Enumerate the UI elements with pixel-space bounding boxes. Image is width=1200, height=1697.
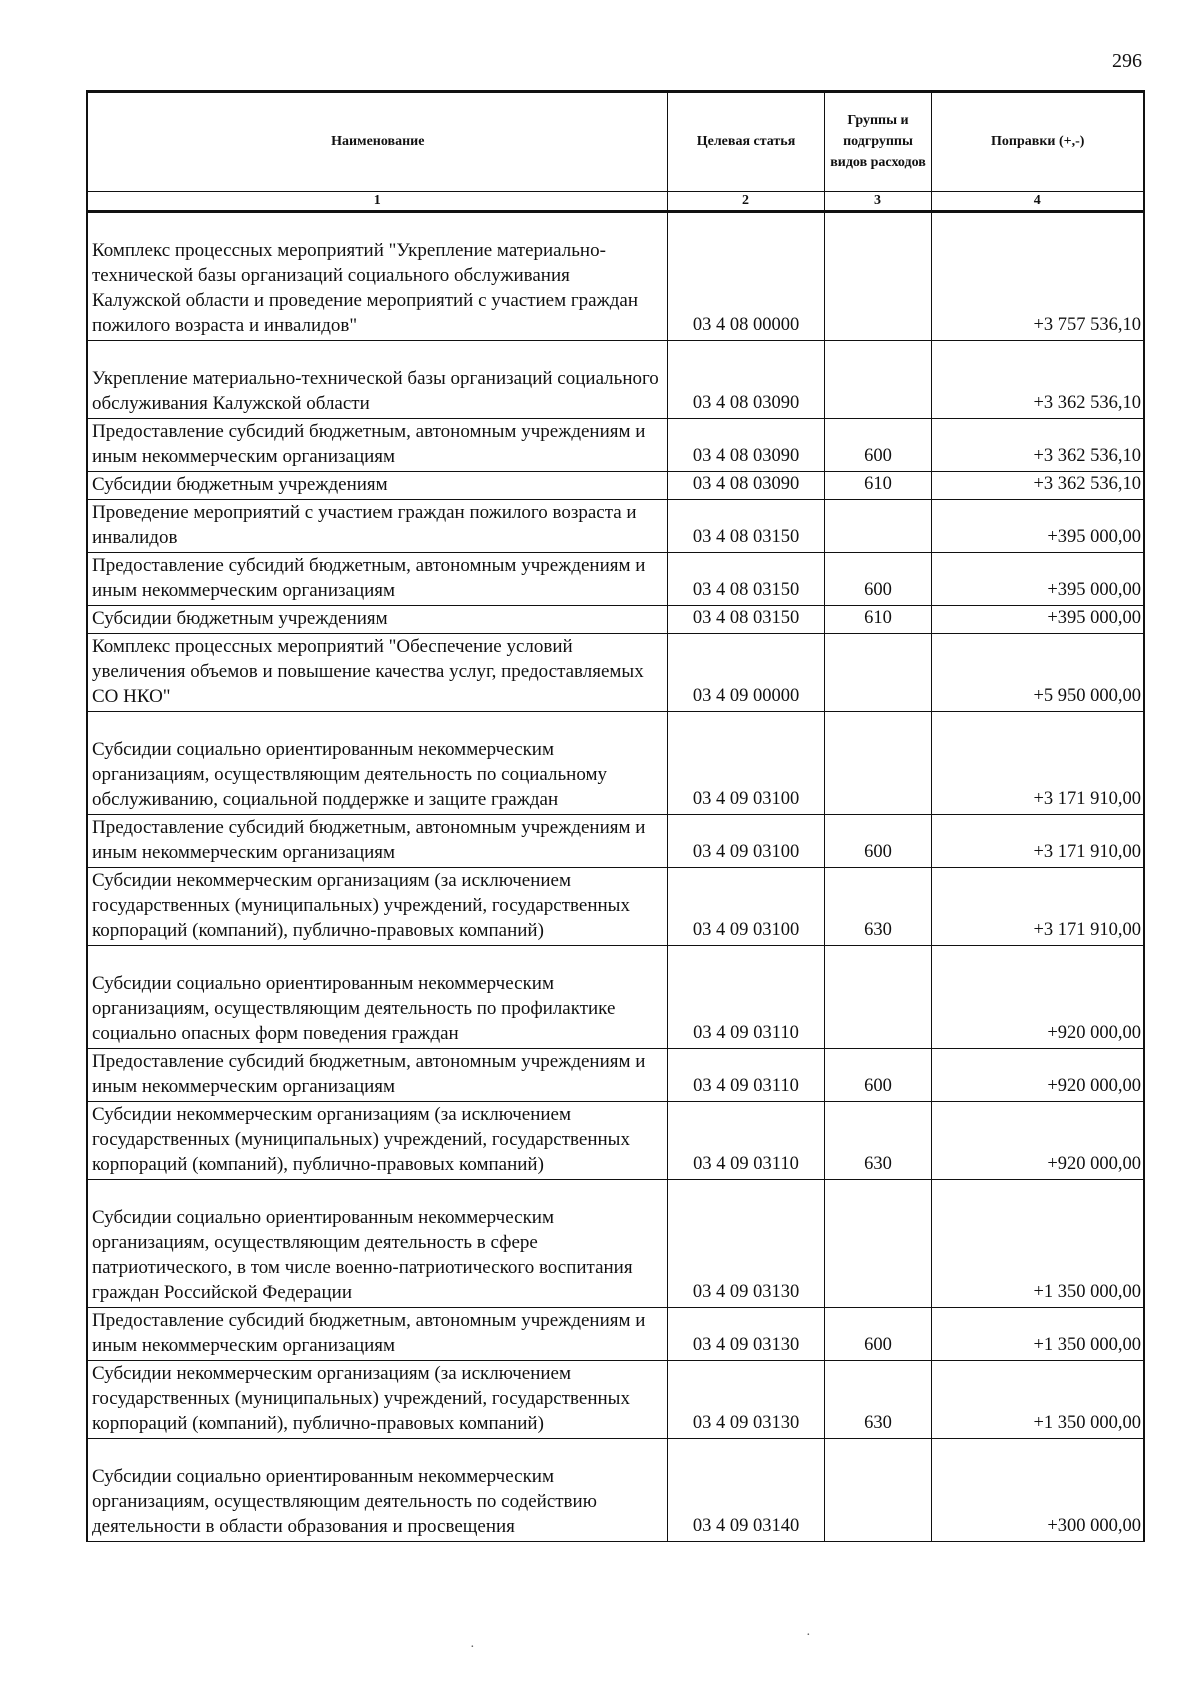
row-name: Предоставление субсидий бюджетным, автономным учреждениям и иным некоммерческим организациям	[92, 555, 646, 601]
row-expense-group	[824, 212, 931, 341]
row-name-cell	[87, 553, 667, 606]
row-amendment-amount: +300 000,00	[931, 1439, 1144, 1542]
row-name-cell	[87, 1180, 667, 1308]
row-name-cell	[87, 815, 667, 868]
column-number: 3	[824, 192, 931, 212]
table-row	[87, 553, 1144, 606]
row-expense-group	[824, 946, 931, 1049]
row-name: Субсидии бюджетным учреждениям	[92, 608, 388, 629]
row-expense-group	[824, 1180, 931, 1308]
row-amendment-amount: +395 000,00	[931, 606, 1144, 634]
table-row	[87, 815, 1144, 868]
row-name: Субсидии социально ориентированным некоммерческим организациям, осуществляющим деятельность по содействию деятельности в области образования и просвещения	[92, 1466, 597, 1537]
row-amendment-amount: +920 000,00	[931, 1102, 1144, 1180]
scan-artifact: ·	[806, 1628, 811, 1643]
row-name: Предоставление субсидий бюджетным, автономным учреждениям и иным некоммерческим организациям	[92, 421, 646, 467]
row-name-cell	[87, 472, 667, 500]
row-name-cell	[87, 712, 667, 815]
table-row	[87, 1439, 1144, 1542]
row-amendment-amount: +1 350 000,00	[931, 1308, 1144, 1361]
row-expense-group: 610	[824, 606, 931, 634]
row-expense-group	[824, 634, 931, 712]
row-name-cell	[87, 1361, 667, 1439]
row-target-article: 03 4 09 03100	[667, 815, 824, 868]
row-target-article: 03 4 09 03100	[667, 868, 824, 946]
row-amendment-amount: +3 171 910,00	[931, 868, 1144, 946]
row-target-article: 03 4 08 03090	[667, 419, 824, 472]
row-name-cell	[87, 1308, 667, 1361]
column-number: 2	[667, 192, 824, 212]
header-target-article: Целевая статья	[667, 92, 824, 192]
row-name: Субсидии социально ориентированным некоммерческим организациям, осуществляющим деятельность по профилактике социально опасных форм поведения граждан	[92, 973, 616, 1044]
table-row	[87, 1308, 1144, 1361]
table-row	[87, 1102, 1144, 1180]
row-amendment-amount: +3 757 536,10	[931, 212, 1144, 341]
row-target-article: 03 4 09 03110	[667, 1049, 824, 1102]
column-number: 4	[931, 192, 1144, 212]
row-spacer	[92, 1180, 664, 1205]
row-name: Укрепление материально-технической базы организаций социального обслуживания Калужской области	[92, 368, 659, 414]
table-row	[87, 419, 1144, 472]
row-spacer	[92, 712, 664, 737]
row-amendment-amount: +3 362 536,10	[931, 472, 1144, 500]
row-target-article: 03 4 08 03150	[667, 606, 824, 634]
scan-artifact: ·	[470, 1640, 475, 1655]
row-amendment-amount: +920 000,00	[931, 946, 1144, 1049]
row-name: Комплекс процессных мероприятий "Укрепление материально-технической базы организаций социального обслуживания Калужской области и проведение мероприятий с участием граждан пожилого возраста и инвалидов"	[92, 240, 638, 336]
row-target-article: 03 4 08 03090	[667, 341, 824, 419]
header-expense-groups: Группы и подгруппы видов расходов	[824, 92, 931, 192]
table-row	[87, 1180, 1144, 1308]
row-name: Субсидии некоммерческим организациям (за исключением государственных (муниципальных) учреждений, государственных корпораций (компаний), публично-правовых компаний)	[92, 1104, 630, 1175]
row-target-article: 03 4 09 03130	[667, 1308, 824, 1361]
row-expense-group: 630	[824, 1102, 931, 1180]
row-name-cell	[87, 868, 667, 946]
row-amendment-amount: +3 171 910,00	[931, 712, 1144, 815]
row-target-article: 03 4 08 03090	[667, 472, 824, 500]
row-expense-group	[824, 341, 931, 419]
row-target-article: 03 4 09 03110	[667, 946, 824, 1049]
row-amendment-amount: +3 362 536,10	[931, 419, 1144, 472]
table-header-row	[87, 92, 1144, 192]
row-expense-group: 600	[824, 553, 931, 606]
row-name-cell	[87, 500, 667, 553]
row-amendment-amount: +395 000,00	[931, 553, 1144, 606]
row-name: Субсидии бюджетным учреждениям	[92, 474, 388, 495]
row-expense-group: 600	[824, 1308, 931, 1361]
table-row	[87, 1361, 1144, 1439]
row-spacer	[92, 213, 664, 238]
row-expense-group: 600	[824, 1049, 931, 1102]
row-name: Субсидии некоммерческим организациям (за исключением государственных (муниципальных) учреждений, государственных корпораций (компаний), публично-правовых компаний)	[92, 870, 630, 941]
column-number-row	[87, 192, 1144, 212]
table-row	[87, 472, 1144, 500]
row-expense-group: 630	[824, 868, 931, 946]
row-expense-group: 600	[824, 419, 931, 472]
row-name-cell	[87, 419, 667, 472]
table-row	[87, 868, 1144, 946]
table-row	[87, 212, 1144, 341]
row-amendment-amount: +920 000,00	[931, 1049, 1144, 1102]
column-number: 1	[87, 192, 667, 212]
table-body	[87, 212, 1144, 1542]
table-row	[87, 606, 1144, 634]
row-amendment-amount: +3 171 910,00	[931, 815, 1144, 868]
row-spacer	[92, 1439, 664, 1464]
row-name: Субсидии социально ориентированным некоммерческим организациям, осуществляющим деятельность по социальному обслуживанию, социальной поддержке и защите граждан	[92, 739, 608, 810]
table-row	[87, 500, 1144, 553]
row-target-article: 03 4 08 00000	[667, 212, 824, 341]
row-amendment-amount: +395 000,00	[931, 500, 1144, 553]
row-target-article: 03 4 09 03110	[667, 1102, 824, 1180]
row-amendment-amount: +5 950 000,00	[931, 634, 1144, 712]
row-name: Предоставление субсидий бюджетным, автономным учреждениям и иным некоммерческим организациям	[92, 1051, 646, 1097]
row-name-cell	[87, 946, 667, 1049]
row-expense-group	[824, 1439, 931, 1542]
row-target-article: 03 4 09 03130	[667, 1361, 824, 1439]
page-number: 296	[1112, 50, 1142, 72]
table-row	[87, 341, 1144, 419]
header-amendments: Поправки (+,-)	[931, 92, 1144, 192]
row-expense-group	[824, 712, 931, 815]
table-row	[87, 946, 1144, 1049]
row-name: Предоставление субсидий бюджетным, автономным учреждениям и иным некоммерческим организациям	[92, 1310, 646, 1356]
row-name-cell	[87, 606, 667, 634]
row-name: Субсидии некоммерческим организациям (за исключением государственных (муниципальных) учреждений, государственных корпораций (компаний), публично-правовых компаний)	[92, 1363, 630, 1434]
row-name: Субсидии социально ориентированным некоммерческим организациям, осуществляющим деятельность в сфере патриотического, в том числе военно-патриотического воспитания граждан Российской Федерации	[92, 1207, 633, 1303]
row-name-cell	[87, 634, 667, 712]
row-name: Проведение мероприятий с участием граждан пожилого возраста и инвалидов	[92, 502, 637, 548]
row-target-article: 03 4 09 03100	[667, 712, 824, 815]
row-amendment-amount: +1 350 000,00	[931, 1180, 1144, 1308]
row-name-cell	[87, 1049, 667, 1102]
table-row	[87, 1049, 1144, 1102]
row-name: Комплекс процессных мероприятий "Обеспечение условий увеличения объемов и повышение качества услуг, предоставляемых СО НКО"	[92, 636, 644, 707]
budget-amendments-table	[86, 90, 1145, 1542]
row-target-article: 03 4 09 03130	[667, 1180, 824, 1308]
row-expense-group: 610	[824, 472, 931, 500]
row-spacer	[92, 946, 664, 971]
row-expense-group: 600	[824, 815, 931, 868]
row-name-cell	[87, 1102, 667, 1180]
row-name-cell	[87, 212, 667, 341]
row-target-article: 03 4 09 03140	[667, 1439, 824, 1542]
row-amendment-amount: +1 350 000,00	[931, 1361, 1144, 1439]
row-spacer	[92, 341, 664, 366]
table-row	[87, 712, 1144, 815]
row-target-article: 03 4 09 00000	[667, 634, 824, 712]
row-target-article: 03 4 08 03150	[667, 553, 824, 606]
row-expense-group	[824, 500, 931, 553]
row-amendment-amount: +3 362 536,10	[931, 341, 1144, 419]
row-expense-group: 630	[824, 1361, 931, 1439]
header-name: Наименование	[87, 92, 667, 192]
row-name: Предоставление субсидий бюджетным, автономным учреждениям и иным некоммерческим организациям	[92, 817, 646, 863]
row-name-cell	[87, 1439, 667, 1542]
table-row	[87, 634, 1144, 712]
row-name-cell	[87, 341, 667, 419]
row-target-article: 03 4 08 03150	[667, 500, 824, 553]
